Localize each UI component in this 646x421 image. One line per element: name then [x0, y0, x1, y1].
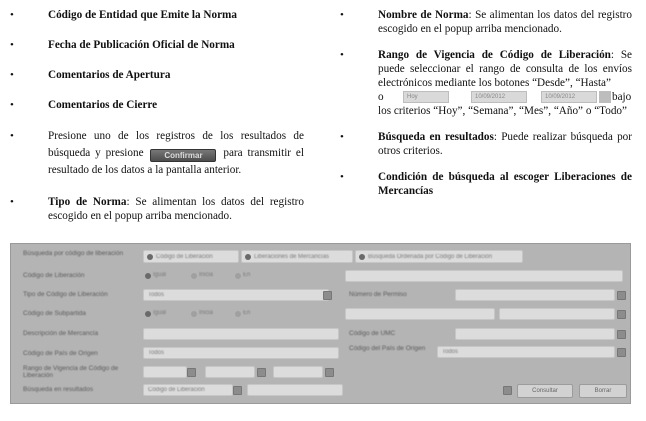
calendar-icon[interactable] [257, 368, 266, 377]
item-description-cont: los criterios “Hoy”, “Semana”, “Mes”, “Año” o “Todo” [378, 105, 627, 117]
bullet: • [10, 9, 14, 21]
radio-icon[interactable] [235, 273, 241, 279]
country-label: Código de País de Origen [23, 350, 98, 357]
origin-country-label: Código del País de Origen [349, 345, 426, 352]
radio-igual: Igual [153, 272, 167, 278]
radio-inicia: Inicia [199, 310, 214, 316]
item-title: Comentarios de Apertura [48, 69, 171, 81]
dropdown-icon[interactable] [233, 386, 242, 395]
left-column [10, 8, 304, 223]
country-select[interactable] [143, 347, 339, 359]
option-label: Búsqueda Ordenada por Código de Liberación [368, 254, 493, 260]
umc-input[interactable] [455, 328, 615, 340]
radio-icon[interactable] [245, 254, 251, 260]
date-to-input[interactable] [273, 366, 323, 378]
text-after-dates-start: bajo [612, 91, 632, 103]
item-text [378, 8, 632, 36]
bullet: • [10, 99, 14, 111]
bullet: • [10, 130, 14, 142]
or-word: o [378, 91, 384, 103]
item-title: Código de Entidad que Emite la Norma [48, 9, 237, 21]
select-value: Todos [148, 292, 165, 298]
select-value: Todos [442, 349, 459, 355]
item-title: Comentarios de Cierre [48, 99, 158, 111]
search-icon[interactable] [617, 330, 626, 339]
subpartida-label: Código de Subpartida [23, 310, 86, 317]
origin-country-select[interactable] [437, 346, 615, 358]
code-type-label: Tipo de Código de Liberación [23, 291, 108, 298]
calendar-icon[interactable] [599, 91, 611, 103]
item-description: : Se puede seleccionar el rango de consulta de los envíos electrónicos mediante los botones “Desde”, “Hasta” [378, 49, 633, 89]
item-title: Rango de Vigencia de Código de Liberación [378, 49, 611, 61]
list-item [10, 68, 304, 82]
item-text [48, 195, 304, 223]
subpartida-desc[interactable] [499, 308, 615, 320]
list-item [10, 98, 304, 112]
item-title: Fecha de Publicación Oficial de Norma [48, 39, 235, 51]
umc-label: Código de UMC [349, 330, 396, 337]
item-text [378, 48, 632, 90]
dropdown-icon[interactable] [323, 291, 332, 300]
radio-icon[interactable] [145, 311, 151, 317]
radio-icon[interactable] [191, 273, 197, 279]
permit-input[interactable] [455, 289, 615, 301]
description-input[interactable] [143, 328, 339, 340]
results-search-select[interactable] [143, 384, 233, 396]
refresh-icon[interactable] [503, 386, 512, 395]
radio-icon[interactable] [147, 254, 153, 260]
date-from-input[interactable] [205, 366, 255, 378]
item-description: : Puede realizar búsqueda por otros criterios. [378, 131, 632, 157]
search-type-option-2[interactable] [241, 250, 353, 263]
radio-inicia: Inicia [199, 272, 214, 278]
option-label: Liberaciones de Mercancías [254, 254, 330, 260]
search-type-option-3[interactable] [355, 250, 523, 263]
list-item [340, 48, 632, 118]
item-description: : Se alimentan los datos del registro escogido en el popup arriba mencionado. [378, 9, 632, 35]
subpartida-input[interactable] [345, 308, 495, 320]
radio-igual: Igual [153, 310, 167, 316]
search-form-screenshot [10, 243, 631, 404]
date-from-field[interactable]: 10/09/2012 [471, 91, 527, 103]
search-type-option-1[interactable] [143, 250, 239, 263]
list-item [340, 130, 632, 158]
text-after-button: para transmitir el resultado de los datos a la pantalla anterior. [48, 147, 305, 176]
list-item [340, 8, 632, 36]
clear-button[interactable]: Borrar [579, 384, 627, 398]
item-description: : Se alimentan los datos del registro escogido en el popup arriba mencionado. [48, 196, 304, 222]
bullet: • [10, 39, 14, 51]
list-item [10, 38, 304, 52]
period-select[interactable]: Hoy [403, 91, 449, 103]
calendar-icon[interactable] [325, 368, 334, 377]
select-value: Código de Liberación [148, 387, 205, 393]
item-text [378, 130, 632, 158]
bullet: • [340, 131, 344, 143]
list-item [340, 170, 632, 198]
search-icon[interactable] [617, 291, 626, 300]
period-select[interactable] [143, 366, 187, 378]
item-title: Condición de búsqueda al escoger Liberaciones de Mercancías [378, 171, 632, 197]
radio-en: En [243, 272, 251, 278]
list-item [10, 8, 304, 22]
radio-icon[interactable] [191, 311, 197, 317]
radio-icon[interactable] [235, 311, 241, 317]
results-search-label: Búsqueda en resultados [23, 386, 94, 393]
list-item [10, 128, 304, 179]
date-range-line [340, 90, 632, 104]
item-text [48, 128, 304, 179]
results-search-input[interactable] [247, 384, 343, 396]
code-label: Código de Liberación [23, 272, 85, 279]
search-type-label: Búsqueda por código de liberación [23, 250, 124, 257]
radio-icon[interactable] [145, 273, 151, 279]
radio-icon[interactable] [359, 254, 365, 260]
item-title: Nombre de Norma [378, 9, 469, 21]
radio-en: En [243, 310, 251, 316]
right-column [340, 8, 632, 198]
date-to-field[interactable]: 10/09/2012 [541, 91, 597, 103]
item-text [378, 170, 632, 198]
option-label: Código de Liberación [156, 254, 213, 260]
bullet: • [10, 196, 14, 208]
list-item [10, 195, 304, 223]
item-text-cont [378, 104, 632, 118]
dropdown-icon[interactable] [617, 348, 626, 357]
dropdown-icon[interactable] [187, 368, 196, 377]
consult-button[interactable]: Consultar [517, 384, 573, 398]
permit-label: Número de Permiso [349, 291, 407, 298]
validity-range-label: Rango de Vigencia de Código de Liberación [23, 365, 119, 379]
search-icon[interactable] [617, 310, 626, 319]
item-title: Búsqueda en resultados [378, 131, 494, 143]
select-value: Todos [148, 350, 165, 356]
confirm-button[interactable]: Confirmar [150, 149, 216, 162]
bullet: • [340, 9, 344, 21]
code-type-select[interactable] [143, 289, 329, 301]
description-label: Descripción de Mercancía [23, 330, 99, 337]
bullet: • [340, 171, 344, 183]
text-before-button: Presione uno de los registros de los resultados de búsqueda y presione [48, 130, 304, 159]
item-title: Tipo de Norma [48, 196, 127, 208]
code-input[interactable] [345, 270, 623, 282]
bullet: • [340, 49, 344, 61]
bullet: • [10, 69, 14, 81]
